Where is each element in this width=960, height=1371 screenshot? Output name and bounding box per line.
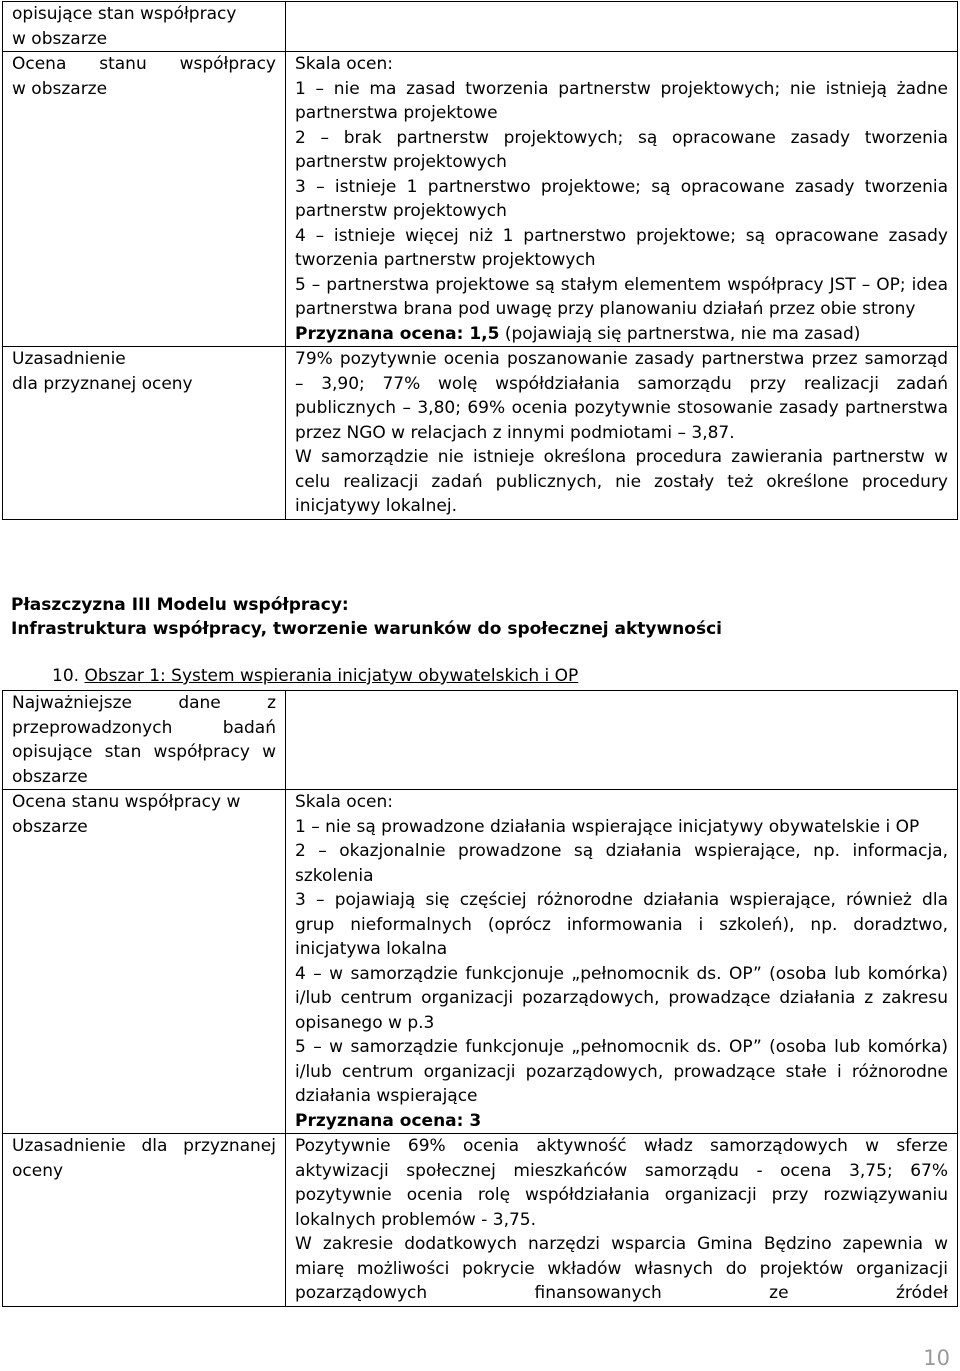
table1-row3-label: Uzasadnienie dla przyznanej oceny (3, 347, 286, 520)
table-row (3, 347, 958, 520)
table-row (3, 790, 958, 1134)
rating-label: Przyznana ocena: 1,5 (295, 323, 500, 344)
scale-title: Skala ocen: (295, 792, 394, 812)
table1-rating-scale (286, 52, 958, 347)
area-name: Obszar 1: System wspierania inicjatyw obywatelskich i OP (84, 666, 579, 686)
table1-row2-label: Ocena stanu współpracy w obszarze (3, 52, 286, 347)
page-number: 10 (923, 1346, 950, 1370)
table1-justification (286, 347, 958, 520)
section-heading: Płaszczyzna III Modelu współpracy: Infrastruktura współpracy, tworzenie warunków do społecznej aktywności (11, 595, 722, 639)
scale-item: 5 – w samorządzie funkcjonuje „pełnomocnik ds. OP” (osoba lub komórka) i/lub centrum organizacji pozarządowych, prowadzące stałe i różnorodne działania wspierające (295, 1037, 948, 1106)
cooperation-table-2 (2, 690, 958, 1307)
table2-justification (286, 1134, 958, 1307)
table1-row1-value (286, 2, 958, 52)
justification-paragraph: Pozytywnie 69% ocenia aktywność władz samorządowych w sferze aktywizacji społecznej mieszkańców samorządu - ocena 3,75; 67% pozytywnie ocenia rolę współdziałania organizacji przy rozwiązywaniu lokalnych problemów - 3,75. (295, 1136, 948, 1230)
scale-item: 4 – istnieje więcej niż 1 partnerstwo projektowe; są opracowane zasady tworzenia partnerstw projektowych (295, 225, 948, 270)
area-number: 10. (52, 666, 80, 686)
justification-paragraph: W zakresie dodatkowych narzędzi wsparcia Gmina Będzino zapewnia w miarę możliwości pokrycie wkładów własnych do projektów organizacji pozarządowych finansowanych ze źródeł (295, 1234, 948, 1303)
table-row (3, 691, 958, 790)
scale-item: 2 – brak partnerstw projektowych; są opracowane zasady tworzenia partnerstw projektowych (295, 127, 948, 172)
scale-item: 2 – okazjonalnie prowadzone są działania wspierające, np. informacja, szkolenia (295, 841, 948, 886)
justification-paragraph: W samorządzie nie istnieje określona procedura zawierania partnerstw w celu realizacji zadań publicznych, nie zostały też określone procedury inicjatywy lokalnej. (295, 447, 948, 516)
table1-row1-label: opisujące stan współpracy w obszarze (3, 2, 286, 52)
table2-row1-label: Najważniejsze dane z przeprowadzonych badań opisujące stan współpracy w obszarze (3, 691, 286, 790)
table2-rating-scale (286, 790, 958, 1134)
table2-row2-label: Ocena stanu współpracy w obszarze (3, 790, 286, 1134)
table2-row1-value (286, 691, 958, 790)
table-row (3, 52, 958, 347)
scale-item: 3 – pojawiają się częściej różnorodne działania wspierające, również dla grup nieformalnych (oprócz informowania i szkoleń), np. doradztwo, inicjatywa lokalna (295, 890, 948, 959)
awarded-rating (295, 322, 948, 347)
table2-row3-label: Uzasadnienie dla przyznanej oceny (3, 1134, 286, 1307)
scale-item: 1 – nie są prowadzone działania wspierające inicjatywy obywatelskie i OP (295, 816, 920, 837)
table-row (3, 1134, 958, 1307)
scale-title: Skala ocen: (295, 54, 394, 74)
area-title (52, 664, 578, 688)
scale-item: 5 – partnerstwa projektowe są stałym elementem współpracy JST – OP; idea partnerstwa brana pod uwagę przy planowaniu działań przez obie strony (295, 274, 948, 319)
scale-item: 3 – istnieje 1 partnerstwo projektowe; są opracowane zasady tworzenia partnerstw projektowych (295, 176, 948, 221)
scale-item: 1 – nie ma zasad tworzenia partnerstw projektowych; nie istnieją żadne partnerstwa projektowe (295, 78, 948, 123)
scale-item: 4 – w samorządzie funkcjonuje „pełnomocnik ds. OP” (osoba lub komórka) i/lub centrum organizacji pozarządowych, prowadzące działania z zakresu opisanego w p.3 (295, 963, 948, 1033)
cooperation-table-1 (2, 1, 958, 520)
table-row (3, 2, 958, 52)
justification-paragraph: 79% pozytywnie ocenia poszanowanie zasady partnerstwa przez samorząd – 3,90; 77% wolę współdziałania samorządu przy realizacji zadań publicznych – 3,80; 69% ocenia pozytywnie stosowanie zasady partnerstwa przez NGO w relacjach z innymi podmiotami – 3,87. (295, 349, 948, 443)
rating-label: Przyznana ocena: 3 (295, 1110, 482, 1131)
rating-note: (pojawiają się partnerstwa, nie ma zasad) (499, 323, 861, 344)
